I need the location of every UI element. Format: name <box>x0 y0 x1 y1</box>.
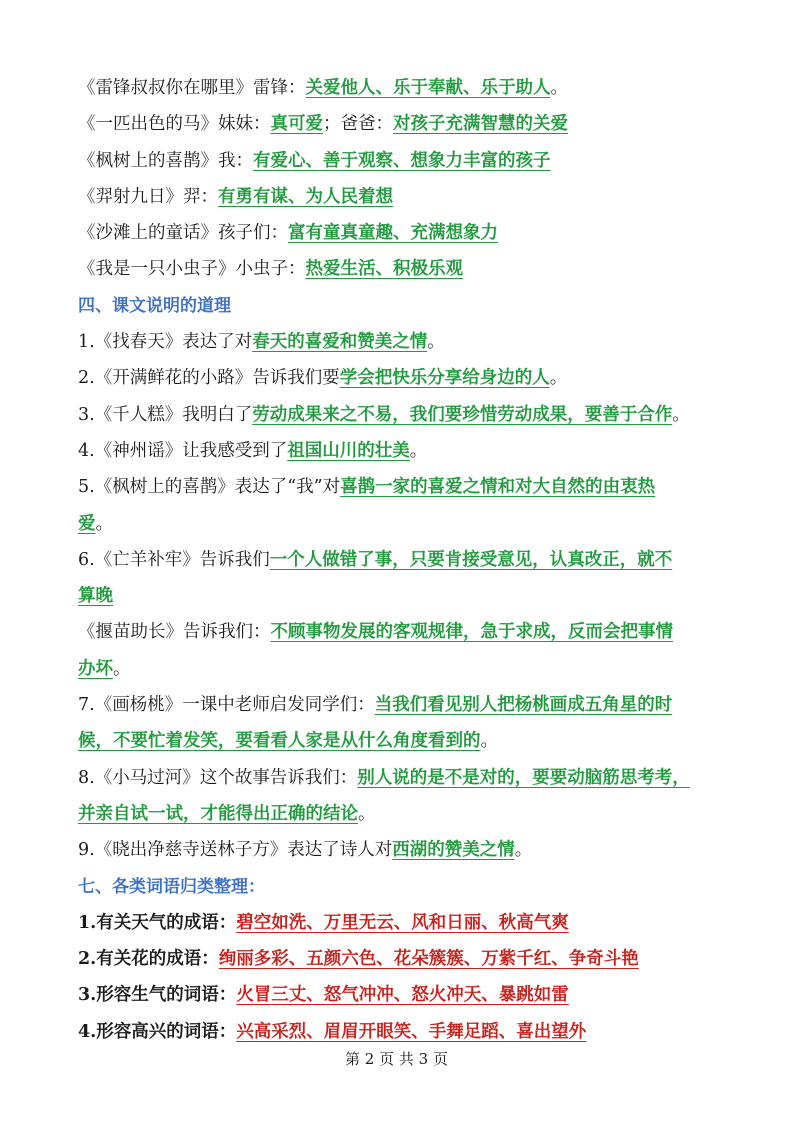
answer-text: 办坏 <box>78 658 113 679</box>
page-footer: 第 2 页 共 3 页 <box>345 1050 448 1068</box>
answer-text: 对孩子充满智慧的关爱 <box>393 114 568 135</box>
answer-text: 兴高采烈、眉眉开眼笑、手舞足蹈、喜出望外 <box>236 1021 587 1042</box>
text-line <box>78 760 723 796</box>
document-body <box>78 70 723 1050</box>
plain-text: 《枫树上的喜鹊》我： <box>78 150 253 171</box>
plain-text: 。 <box>113 658 131 679</box>
plain-text: 4.《神州谣》让我感受到了 <box>78 440 288 461</box>
text-line <box>78 143 723 179</box>
text-line <box>78 106 723 142</box>
text-line <box>78 324 723 360</box>
label-text: 1.有关天气的成语： <box>78 912 237 933</box>
answer-text: 当我们看见别人把杨桃画成五角星的时 <box>374 695 673 716</box>
plain-text: 。 <box>409 440 428 461</box>
plain-text: 《揠苗助长》告诉我们： <box>78 622 271 643</box>
text-line <box>78 1014 723 1050</box>
text-line <box>78 179 723 215</box>
plain-text: 《雷锋叔叔你在哪里》雷锋： <box>78 78 306 98</box>
plain-text: 5.《枫树上的喜鹊》表达了“我”对 <box>78 477 341 498</box>
plain-text: 《羿射九日》羿： <box>78 186 218 207</box>
text-line <box>78 832 723 868</box>
text-line <box>78 687 723 723</box>
text-line <box>78 796 723 832</box>
text-line <box>78 578 723 614</box>
plain-text: 1.《找春天》表达了对 <box>78 332 253 353</box>
answer-text: 有勇有谋、为人民着想 <box>218 186 393 207</box>
section-heading <box>78 288 723 324</box>
text-line <box>78 905 723 941</box>
plain-text: 6.《亡羊补牢》告诉我们 <box>78 549 270 570</box>
text-line <box>78 215 723 251</box>
text-line <box>78 506 723 542</box>
label-text: 3.形容生气的词语： <box>78 985 237 1006</box>
plain-text: 7.《画杨桃》一课中老师启发同学们： <box>78 695 375 716</box>
plain-text: 9.《晓出净慈寺送林子方》表达了诗人对 <box>78 840 393 861</box>
section-heading-text: 四、课文说明的道理 <box>78 295 231 316</box>
answer-text: 学会把快乐分享给身边的人 <box>339 368 550 389</box>
text-line <box>78 70 723 106</box>
answer-text: 热爱生活、积极乐观 <box>305 259 463 280</box>
answer-text: 爱 <box>78 513 96 534</box>
plain-text: 。 <box>514 840 533 861</box>
answer-text: 绚丽多彩、五颜六色、花朵簇簇、万紫千红、争奇斗艳 <box>218 949 639 970</box>
plain-text: 。 <box>358 803 376 824</box>
plain-text: 《一匹出色的马》妹妹： <box>78 114 271 135</box>
plain-text: 8.《小马过河》这个故事告诉我们： <box>78 767 358 788</box>
answer-text: 并亲自试一试，才能得出正确的结论 <box>78 803 358 824</box>
text-line <box>78 397 723 433</box>
answer-text: 有爱心、善于观察、想象力丰富的孩子 <box>253 150 551 171</box>
plain-text: 2.《开满鲜花的小路》告诉我们要 <box>78 368 340 389</box>
label-text: 4.形容高兴的词语： <box>78 1021 237 1042</box>
plain-text: 。 <box>427 332 445 353</box>
answer-text: 火冒三丈、怒气冲冲、怒火冲天、暴跳如雷 <box>236 985 569 1006</box>
text-line <box>78 542 723 578</box>
plain-text: 。 <box>550 78 568 98</box>
section-heading-text: 七、各类词语归类整理： <box>78 876 265 897</box>
answer-text: 劳动成果来之不易，我们要珍惜劳动成果，要善于合作 <box>252 404 673 425</box>
answer-text: 真可爱 <box>270 114 323 135</box>
answer-text: 关爱他人、乐于奉献、乐于助人 <box>305 78 551 98</box>
plain-text: 《我是一只小虫子》小虫子： <box>78 259 306 280</box>
text-line <box>78 941 723 977</box>
text-line <box>78 723 723 759</box>
text-line <box>78 360 723 396</box>
plain-text: 。 <box>480 731 498 752</box>
section-heading <box>78 869 723 905</box>
answer-text: 碧空如洗、万里无云、风和日丽、秋高气爽 <box>236 912 569 933</box>
plain-text: 3.《千人糕》我明白了 <box>78 404 253 425</box>
answer-text: 别人说的是不是对的，要要动脑筋思考考， <box>357 767 690 788</box>
text-line <box>78 977 723 1013</box>
plain-text: 。 <box>549 368 568 389</box>
answer-text: 不顾事物发展的客观规律，急于求成，反而会把事情 <box>270 622 673 643</box>
plain-text: 。 <box>672 404 690 425</box>
label-text: 2.有关花的成语： <box>78 949 219 970</box>
answer-text: 祖国山川的壮美 <box>287 440 410 461</box>
answer-text: 一个人做错了事，只要肯接受意见，认真改正，就不 <box>269 549 673 570</box>
text-line <box>78 651 723 687</box>
answer-text: 候，不要忙着发笑，要看看人家是从什么角度看到的 <box>78 731 481 752</box>
text-line <box>78 469 723 505</box>
plain-text: ；爸爸： <box>323 114 393 135</box>
answer-text: 算晚 <box>78 586 113 607</box>
plain-text: 。 <box>95 513 113 534</box>
answer-text: 春天的喜爱和赞美之情 <box>252 332 428 353</box>
text-line <box>78 433 723 469</box>
plain-text: 《沙滩上的童话》孩子们： <box>78 223 288 244</box>
answer-text: 西湖的赞美之情 <box>392 840 515 861</box>
answer-text: 喜鹊一家的喜爱之情和对大自然的由衷热 <box>340 477 656 498</box>
text-line <box>78 251 723 287</box>
answer-text: 富有童真童趣、充满想象力 <box>288 223 498 244</box>
text-line <box>78 614 723 650</box>
